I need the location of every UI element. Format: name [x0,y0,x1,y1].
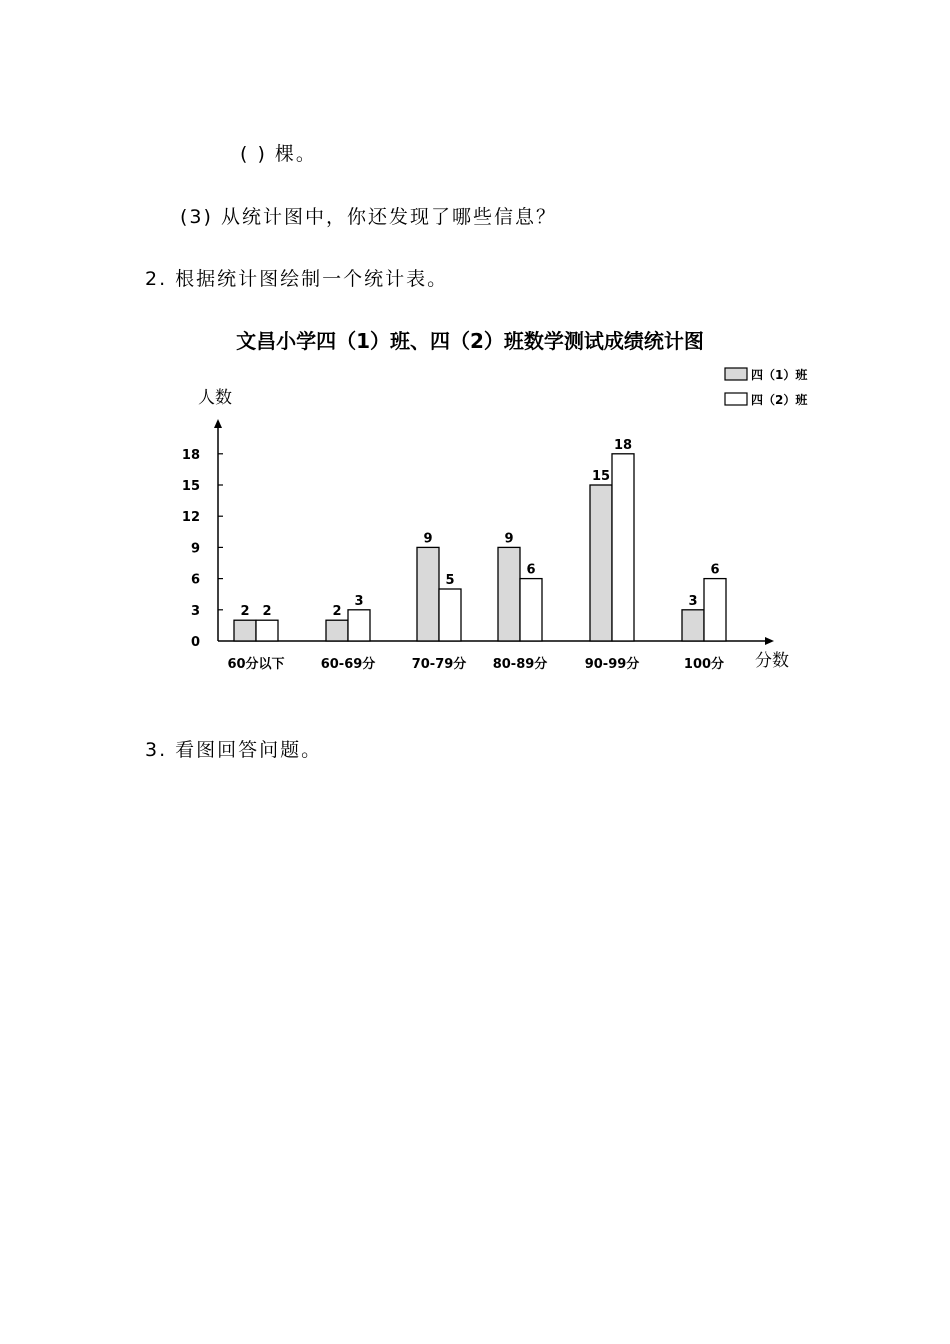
y-axis-arrow [214,419,222,428]
x-tick-label: 80-89分 [492,657,548,672]
y-tick-label: 18 [181,447,200,463]
data-label: 3 [688,593,698,609]
bar [439,589,461,641]
y-axis-label: 人数 [198,388,232,408]
bar [348,610,370,641]
data-label: 9 [423,531,433,547]
data-label: 6 [526,562,536,578]
x-tick-label: 60分以下 [227,657,285,672]
x-axis-label: 分数 [755,651,789,671]
data-label: 2 [262,604,272,620]
bar [326,620,348,641]
x-tick-label: 70-79分 [411,657,467,672]
data-label: 6 [710,562,720,578]
bar [234,620,256,641]
data-label: 18 [613,437,633,453]
question-2: 2. 根据统计图绘制一个统计表。 [145,268,449,290]
data-label: 2 [332,604,342,620]
legend-swatch [725,393,747,405]
data-label: 2 [240,604,250,620]
x-tick-label: 60-69分 [320,657,376,672]
y-tick-label: 3 [190,603,200,619]
data-label: 15 [591,469,611,484]
bar [498,547,520,641]
chart-title: 文昌小学四（1）班、四（2）班数学测试成绩统计图 [236,329,704,353]
bar [704,579,726,641]
y-tick-label: 12 [181,510,200,526]
y-tick-label: 9 [190,541,200,557]
legend-label: 四（1）班 [751,368,808,382]
y-ticks [182,448,223,650]
x-tick-label: 100分 [683,657,725,672]
legend-swatch [725,368,747,380]
legend [725,367,808,407]
legend-label: 四（2）班 [751,393,808,407]
y-tick-label: 15 [181,479,200,494]
bar [590,485,612,641]
y-tick-label: 6 [190,572,200,588]
bar [256,620,278,641]
bar [612,454,634,641]
y-tick-label: 0 [190,635,200,650]
bar [682,610,704,641]
bar [417,547,439,641]
data-label: 3 [354,593,364,609]
data-label: 5 [445,573,455,588]
bars [227,438,726,672]
question-3-sub: (3) 从统计图中，你还发现了哪些信息？ [180,206,557,228]
x-tick-label: 90-99分 [584,657,640,672]
data-label: 9 [504,531,514,547]
x-axis-arrow [765,637,774,645]
bar [520,579,542,641]
question-3: 3. 看图回答问题。 [145,739,323,761]
blank-line: ( ) 棵。 [240,143,317,165]
